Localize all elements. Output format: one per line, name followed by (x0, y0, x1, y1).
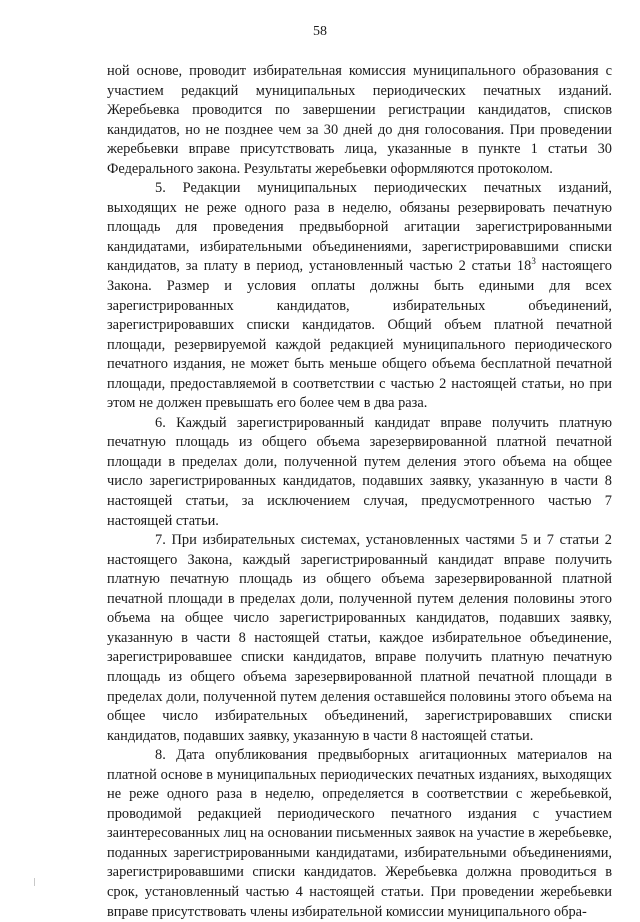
paragraph-8: 8. Дата опубликования предвыборных агитационных материалов на платной основе в муниципальных периодических печатных изданиях, выходящих не реже одного раза в неделю, определяется в соответствии с жеребьевкой, проводимой редакцией периодического печатного издания с участием заинтересованных лиц на основании письменных заявок на участие в жеребьевке, поданных зарегистрированными кандидатами, избирательными объединениями, зарегистрировавшими списки кандидатов. Жеребьевка должна проводиться в срок, установленный частью 4 настоящей статьи. При проведении жеребьевки вправе присутствовать члены избирательной комиссии муниципального обра- (107, 747, 612, 920)
body-text (107, 62, 612, 922)
page-number: 58 (313, 24, 327, 39)
paragraph-7: 7. При избирательных системах, установленных частями 5 и 7 статьи 2 настоящего Закона, каждый зарегистрированный кандидат вправе получить платную печатную площадь из общего объема зарезервированной платной печатной площади в пределах доли, полученной путем деления половины этого объема на общее число зарегистрированных кандидатов, подавших заявку, указанную в части 8 настоящей статьи, каждое избирательное объединение, зарегистрировавшее списки кандидатов, вправе получить платную печатную площадь из общего объема зарезервированной платной печатной площади в пределах доли, полученной путем деления оставшейся половины этого объема на общее число избирательных объединений, зарегистрировавших списки кандидатов, подавших заявку, указанную в части 8 настоящей статьи. (107, 532, 612, 744)
scan-artifact-mark (34, 878, 35, 886)
paragraph-5 (107, 179, 612, 414)
paragraph-5-text-before-superscript: 5. Редакции муниципальных периодических печатных изданий, выходящих не реже одного раза в неделю, обязаны резервировать печатную площадь для проведения предвыборной агитации зарегистрированными кандидатами, избирательными объединениями, зарегистрировавшими списки кандидатов, за плату в период, установленный частью 2 статьи 18 (107, 180, 612, 275)
paragraph-6: 6. Каждый зарегистрированный кандидат вправе получить платную печатную площадь из общего объема зарезервированной платной печатной площади в пределах доли, полученной путем деления этого объема на общее число зарегистрированных кандидатов, подавших заявку, указанную в части 8 настоящей статьи, за исключением случая, предусмотренного частью 7 настоящей статьи. (107, 414, 612, 529)
paragraph-continuation: ной основе, проводит избирательная комиссия муниципального образования с участием редакций муниципальных периодических печатных изданий. Жеребьевка проводится по завершении регистрации кандидатов, списков кандидатов, но не позднее чем за 30 дней до дня голосования. При проведении жеребьевки вправе присутствовать лица, указанные в пункте 1 статьи 30 Федерального закона. Результаты жеребьевки оформляются протоколом. (107, 63, 612, 177)
article-superscript: 3 (531, 256, 536, 267)
paragraph-5-text-after-superscript: настоящего Закона. Размер и условия оплаты должны быть едиными для всех зарегистрированных кандидатов, избирательных объединений, зарегистрировавших списки кандидатов. Общий объем платной печатной площади, резервируемой каждой редакцией муниципального периодического печатного издания, не может быть меньше общего объема бесплатной печатной площади, предоставляемой в соответствии с частью 2 настоящей статьи, но при этом не должен превышать его более чем в два раза. (107, 258, 612, 412)
